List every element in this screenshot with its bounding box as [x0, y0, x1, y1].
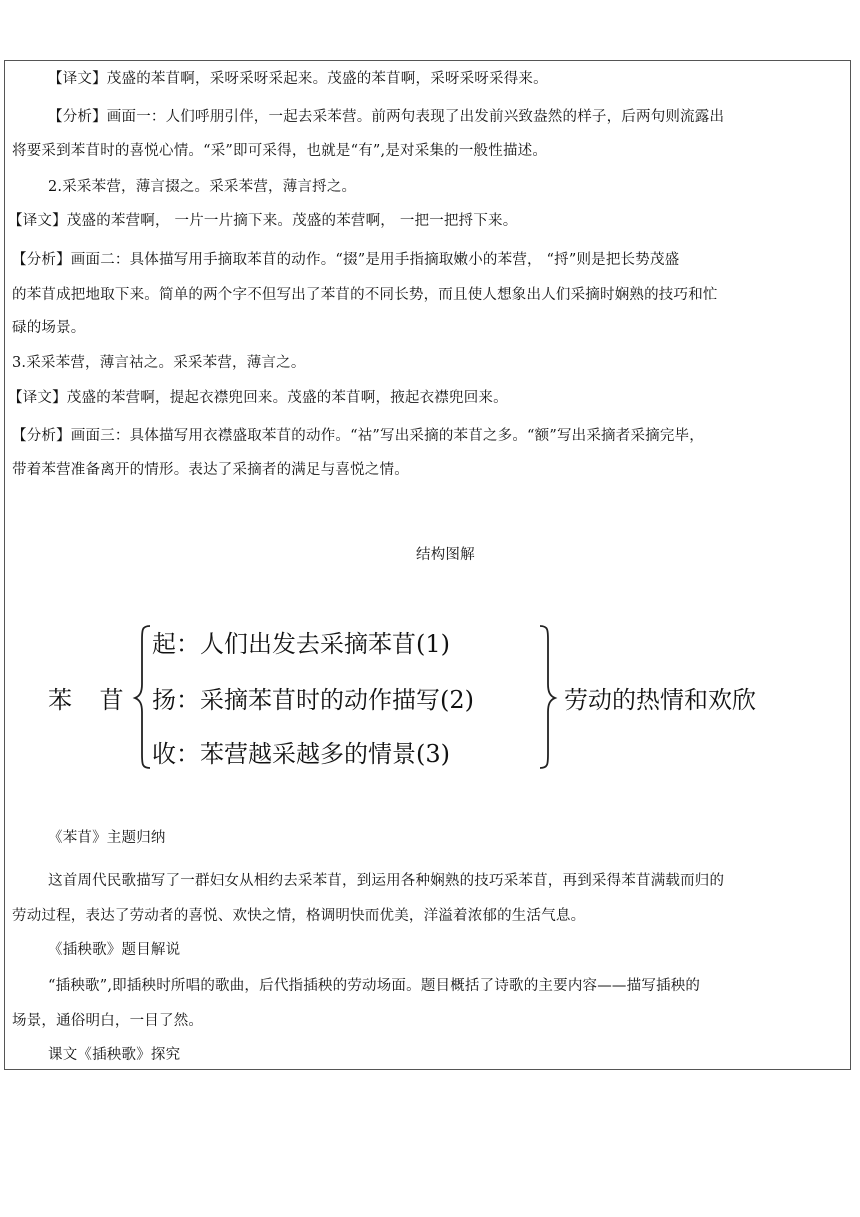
poem-item-3: 3.采采苯营，薄言祜之。采采苯营，薄言之。	[12, 355, 306, 371]
analysis-2-line-b: 的苯苜成把地取下来。简单的两个字不但写出了苯苜的不同长势，而且使人想象出人们采摘时娴熟的技巧和忙	[12, 287, 718, 303]
translation-3: 【译文】茂盛的苯营啊，提起衣襟兜回来。茂盛的苯苜啊，掖起衣襟兜回来。	[8, 390, 508, 406]
diagram-title: 结构图解	[416, 547, 475, 563]
analysis-1-line-b: 将要采到苯苜时的喜悦心情。“采”即可采得，也就是“有”,是对采集的一般性描述。	[12, 143, 548, 159]
diagram-line-3: 收：苯营越采越多的情景(3)	[152, 740, 450, 768]
theme-title: 《苯苜》主题归纳	[48, 830, 166, 846]
diagram-conclusion: 劳动的热情和欢欣	[564, 686, 756, 714]
diagram-line-1: 起：人们出发去采摘苯苜(1)	[152, 630, 450, 658]
analysis-3-line-b: 带着苯营准备离开的情形。表达了采摘者的满足与喜悦之情。	[12, 462, 409, 478]
theme-line-b: 劳动过程，表达了劳动者的喜悦、欢快之情，格调明快而优美，洋溢着浓郁的生活气息。	[12, 908, 586, 924]
analysis-2-line-a: 【分析】画面二：具体描写用手摘取苯苜的动作。“掇”是用手指摘取嫩小的苯营， “捋”则是把长势茂盛	[12, 252, 680, 268]
poem-item-2: 2.采采苯营，薄言掇之。采采苯营，薄言捋之。	[48, 179, 357, 195]
title-explain-heading: 《插秧歌》题目解说	[48, 942, 181, 958]
analysis-2-line-c: 碌的场景。	[12, 320, 86, 336]
left-brace	[132, 624, 154, 770]
title-explain-line-a: “插秧歌”,即插秧时所唱的歌曲，后代指插秧的劳动场面。题目概括了诗歌的主要内容——描写插秧的	[48, 978, 701, 994]
diagram-line-2: 扬：采摘苯苜时的动作描写(2)	[152, 686, 474, 714]
title-explain-line-b: 场景，通俗明白，一目了然。	[12, 1013, 204, 1029]
explore-heading: 课文《插秧歌》探究	[48, 1047, 181, 1063]
translation-2: 【译文】茂盛的苯营啊， 一片一片摘下来。茂盛的苯营啊， 一把一把捋下来。	[8, 213, 518, 229]
translation-1: 【译文】茂盛的苯苜啊，采呀采呀采起来。茂盛的苯苜啊，采呀采呀采得来。	[48, 71, 548, 87]
right-brace	[536, 624, 558, 770]
theme-line-a: 这首周代民歌描写了一群妇女从相约去采苯苜，到运用各种娴熟的技巧采苯苜，再到采得苯苜满载而归的	[48, 873, 725, 889]
diagram-subject: 苯 苜	[48, 686, 134, 714]
analysis-1-line-a: 【分析】画面一：人们呼朋引伴，一起去采苯营。前两句表现了出发前兴致盎然的样子，后两句则流露出	[48, 109, 725, 125]
analysis-3-line-a: 【分析】画面三：具体描写用衣襟盛取苯苜的动作。“祜”写出采摘的苯苜之多。“额”写出采摘者采摘完毕，	[12, 428, 704, 444]
